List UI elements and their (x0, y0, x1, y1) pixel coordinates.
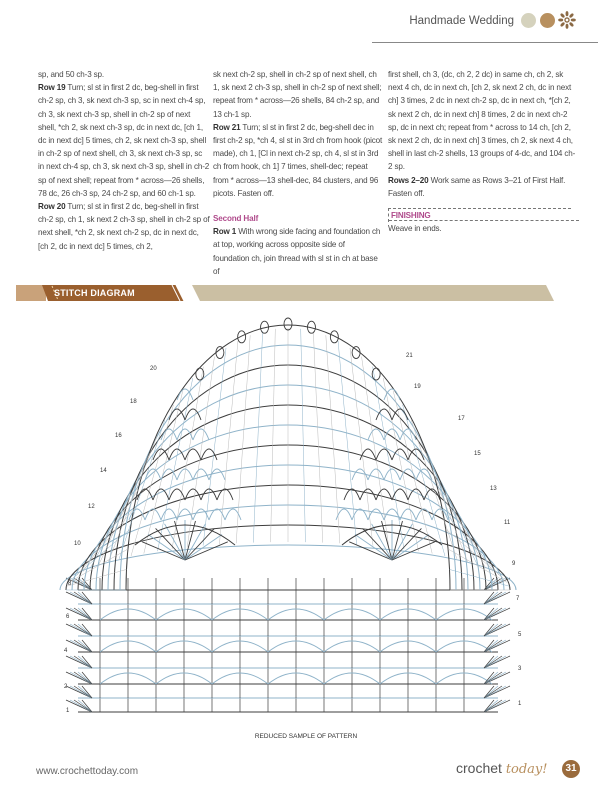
row-label: Row 21 (213, 122, 241, 132)
shell-stitch (78, 608, 92, 620)
decorative-dot-icon (540, 13, 555, 28)
paragraph-text: first shell, ch 3, (dc, ch 2, 2 dc) in same ch, ch 2, sk next 4 ch, dc in next ch, [ch 2, sk next 2 ch, dc in next ch] 3 times, 2 dc in next ch-2 sp, dc in next ch, *[ch 2, sk next 2 ch, dc in next ch] 8 times, 2 dc in next ch-2 sp, dc in next ch; repeat from * across to 14 ch, [ch 2, sk next 2 ch, dc in next ch] 3 times, ch 2, sk next 4 ch, shell in last ch-2 shells, 13 groups of 4-dc, and 104 ch-2 sp. (388, 70, 576, 172)
paragraph-text: sp, and 50 ch-3 sp. (38, 70, 104, 79)
row-number-label: 5 (518, 632, 522, 638)
radial-post (326, 335, 340, 543)
shell-stitch (484, 672, 498, 684)
shell-stitch (74, 608, 92, 620)
banner-label: STITCH DIAGRAM (54, 288, 135, 298)
pineapple-scallop (384, 429, 400, 440)
text-column-1 (38, 68, 210, 253)
picot (352, 347, 360, 359)
pineapple-scallop (360, 489, 376, 500)
paragraph-text: With wrong side facing and foundation ch at top, working across opposite side of foundation ch, join thread with sl st in ch at base of (213, 227, 381, 276)
paragraph-text: Turn; sl st in first 2 dc, beg-shell in first ch-2 sp, ch 1, sk next 2 ch-3 sp, shell in ch-2 sp of next shell, *ch 2, sk next ch-2 sp, dc in next dc, [ch 2, dc in next dc] 5 times, ch 2, (38, 202, 210, 251)
row-number-label: 1 (66, 708, 70, 714)
shell-stitch (484, 686, 502, 698)
picot (216, 347, 224, 359)
row-number-label: 15 (474, 451, 481, 457)
pineapple-scallop (408, 489, 424, 500)
stitch-diagram (0, 305, 612, 735)
section-title: Handmade Wedding (409, 15, 514, 27)
radial-post (203, 348, 226, 546)
stitch-row-arc (60, 545, 516, 590)
shell-stitch (74, 640, 92, 652)
row-number-label: 20 (150, 366, 157, 372)
shell-stitch (74, 656, 92, 668)
diagram-caption: REDUCED SAMPLE OF PATTERN (254, 733, 358, 740)
row-number-label: 19 (414, 384, 421, 390)
pineapple-scallop (177, 429, 193, 440)
text-column-2 (213, 68, 383, 278)
brand-word: crochet (456, 760, 502, 776)
row-number-label: 9 (512, 561, 516, 567)
text-column-3 (388, 68, 576, 235)
pineapple-scallop (129, 509, 145, 520)
paragraph-text: Turn; sl st in first 2 dc, beg-shell in first ch-2 sp, ch 3, sk next ch-3 sp, sc in next ch-4 sp, ch 3, sk next ch-3 sp, shell in ch-2 sp of next shell, *ch 2, sk next ch-3 sp, dc in next dc, [ch 1, dc in next dc] 5 times, ch 2, sk next ch-3 sp, shell in ch-2 sp of next shell, ch 3, sk next ch-3 sp, sc in next ch-4 sp, ch 3, sk next ch-3 sp, shell in ch-2 sp of next shell; repeat from * across—26 shells, 78 dc, 26 ch-3 sp, 24 ch-2 sp, and 60 ch-1 sp. (38, 83, 210, 198)
pineapple-scallop (209, 469, 225, 480)
paragraph-text: Work same as Rows 3–21 of First Half. Fasten off. (388, 175, 566, 198)
radial-post (90, 471, 143, 568)
row-number-label: 3 (518, 666, 522, 672)
row-number-label: 14 (100, 468, 107, 474)
pineapple-scallop (392, 449, 408, 460)
radial-post (271, 329, 276, 542)
radial-post (253, 331, 262, 542)
shell-stitch (78, 656, 92, 668)
finishing-heading: FINISHING (388, 208, 571, 222)
radial-post (432, 471, 485, 568)
pineapple-scallop (352, 469, 368, 480)
pineapple-scallop (137, 489, 153, 500)
picot (196, 368, 204, 380)
pineapple-scallop (193, 429, 209, 440)
website-link[interactable]: www.crochettoday.com (36, 766, 139, 777)
radial-post (301, 329, 306, 542)
shell-stitch (484, 640, 502, 652)
shell-stitch (78, 624, 92, 636)
shell-stitch (484, 656, 498, 668)
paragraph (213, 225, 383, 278)
pineapple-scallop (185, 489, 201, 500)
shell-stitch (484, 592, 498, 604)
row-number-label: 7 (516, 596, 520, 602)
shell-stitch (484, 700, 498, 712)
picot (238, 331, 246, 343)
pineapple-scallop (392, 489, 408, 500)
pineapple-scallop (376, 409, 392, 420)
fan-stitch (349, 542, 392, 560)
pineapple-scallop (193, 509, 209, 520)
row-label: Row 20 (38, 202, 66, 212)
shell-stitch (78, 686, 92, 698)
paragraph (213, 68, 383, 121)
paragraph (388, 68, 576, 174)
row-number-label: 18 (130, 399, 137, 405)
pineapple-scallop (177, 509, 193, 520)
brand-word-script: today! (505, 762, 548, 777)
paragraph (38, 68, 210, 81)
row-number-label: 2 (64, 684, 68, 690)
shell-stitch (74, 624, 92, 636)
page-number: 31 (562, 760, 580, 778)
row-number-label: 13 (490, 486, 497, 492)
shell-stitch (484, 640, 498, 652)
paragraph-text: Turn; sl st in first 2 dc, beg-shell dec in first ch-2 sp, *ch 4, sl st in 3rd ch from hook (picot made), ch 1, [Cl in next ch-2 sp, ch 4, sl st in 3rd ch from hook, ch 1] 7 times, shell-dec; repeat from * across—13 shell-dec, 84 clusters, and 96 picots. Fasten off. (213, 122, 383, 198)
row-label: Row 19 (38, 83, 66, 93)
shell-stitch (78, 700, 92, 712)
finishing-text: Weave in ends. (388, 224, 442, 234)
row-number-label: 10 (74, 541, 81, 547)
fan-stitch (185, 542, 228, 560)
picot (372, 368, 380, 380)
paragraph-text: sk next ch-2 sp, shell in ch-2 sp of next shell, ch 1, sk next 2 ch-3 sp, shell in ch-2 sp of next shell; repeat from * across—26 shells, 84 ch-2 sp, and 13 ch-1 sp. (213, 70, 382, 119)
shell-stitch (484, 700, 502, 712)
paragraph (38, 81, 210, 200)
row-label: Row 1 (213, 227, 237, 237)
radial-post (119, 420, 165, 559)
paragraph (213, 121, 383, 200)
radial-post (236, 335, 250, 543)
shell-stitch (484, 656, 502, 668)
shell-stitch (484, 608, 498, 620)
brand-logo (456, 760, 548, 777)
subheading: Second Half (213, 214, 259, 224)
pineapple-scallop (336, 509, 352, 520)
row-number-label: 1 (518, 701, 522, 707)
pineapple-scallop (185, 409, 201, 420)
pineapple-scallop (376, 449, 392, 460)
radial-post (108, 436, 157, 562)
radial-post (426, 453, 477, 565)
radial-post (419, 436, 468, 562)
row-number-label: 11 (504, 520, 511, 526)
shell-stitch (78, 592, 92, 604)
row-number-label: 16 (115, 433, 122, 439)
shell-stitch (78, 672, 92, 684)
row-number-label: 12 (88, 504, 95, 510)
radial-post (442, 509, 499, 575)
shell-stitch (74, 672, 92, 684)
header-divider (372, 42, 598, 43)
radial-post (77, 509, 134, 575)
fan-stitch (142, 542, 185, 560)
pineapple-scallop (368, 509, 384, 520)
shell-stitch (74, 686, 92, 698)
shell-stitch (484, 608, 502, 620)
row-number-label: 4 (64, 648, 68, 654)
pineapple-scallop (368, 469, 384, 480)
shell-stitch (74, 592, 92, 604)
row-label: Rows 2–20 (388, 175, 429, 185)
pineapple-scallop (360, 449, 376, 460)
pineapple-scallop (400, 429, 416, 440)
pineapple-scallop (161, 509, 177, 520)
pineapple-scallop (201, 449, 217, 460)
pineapple-scallop (153, 489, 169, 500)
shell-stitch (484, 592, 502, 604)
shell-stitch (484, 686, 498, 698)
shell-stitch (74, 700, 92, 712)
row-number-label: 6 (66, 614, 70, 620)
row-number-label: 17 (458, 416, 465, 422)
shell-stitch (78, 640, 92, 652)
shell-stitch (484, 624, 502, 636)
paragraph (38, 200, 210, 253)
radial-post (338, 341, 357, 545)
shell-stitch (484, 672, 502, 684)
picot (330, 331, 338, 343)
radial-post (313, 331, 322, 542)
pineapple-scallop (169, 489, 185, 500)
decorative-dot-icon (521, 13, 536, 28)
paragraph (388, 174, 576, 200)
flower-icon (558, 11, 576, 29)
shell-stitch (484, 624, 498, 636)
row-number-label: 8 (68, 581, 72, 587)
row-number-label: 21 (406, 353, 413, 359)
